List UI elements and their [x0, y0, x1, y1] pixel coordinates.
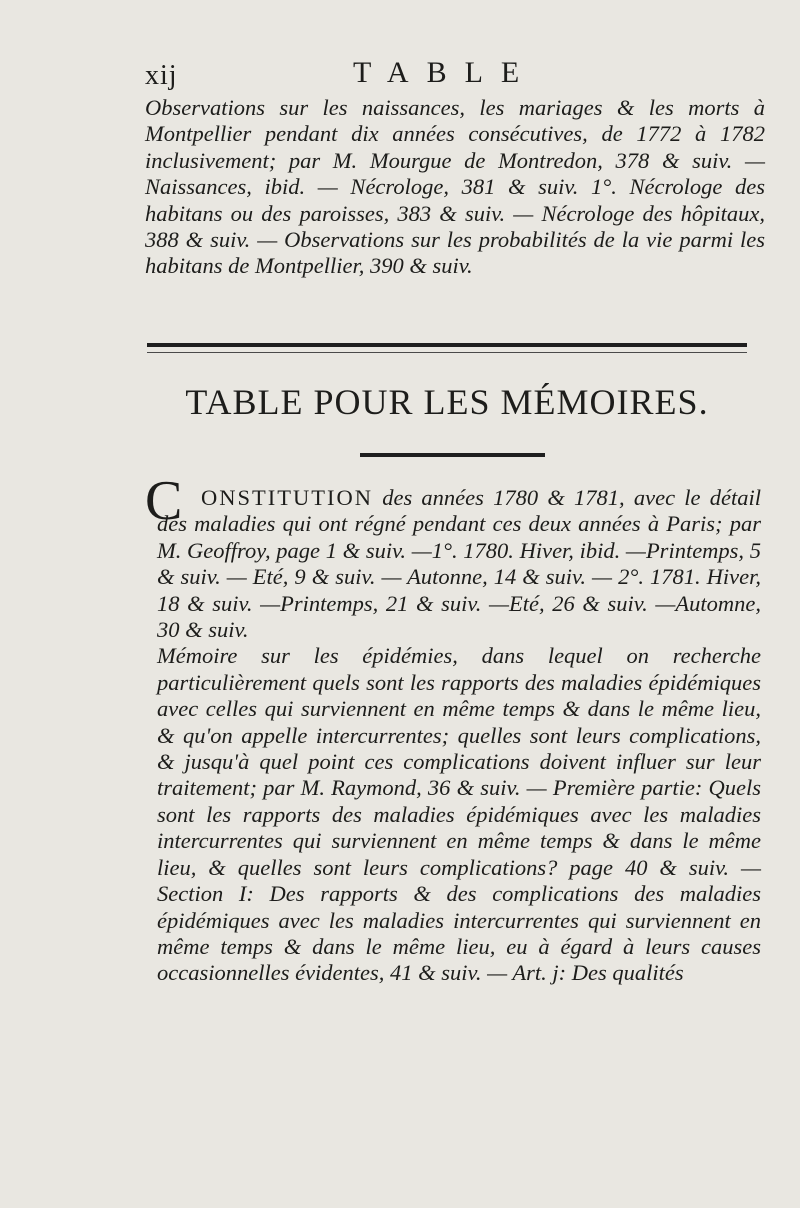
page-number: xij: [145, 60, 178, 91]
drop-cap: C: [145, 470, 183, 532]
entry-lead-word: ONSTITUTION: [201, 485, 373, 510]
page-header: [145, 56, 765, 94]
memoir-entries: [145, 470, 761, 987]
short-rule-divider: [360, 453, 545, 457]
entry-constitution-body: des années 1780 & 1781, avec le détail des maladies qui ont régné pendant ces deux années à Paris; par M. Geoffroy, page 1 & suiv. —1°. 1780. Hiver, ibid. —Printemps, 5 & suiv. — Eté, 9 & suiv. — Autonne, 14 & suiv. — 2°. 1781. Hiver, 18 & suiv. —Printemps, 21 & suiv. —Eté, 26 & suiv. —Automne, 30 & suiv.: [157, 485, 761, 643]
top-entry: [145, 95, 765, 280]
section-title: TABLE POUR LES MÉMOIRES.: [185, 382, 709, 422]
running-title: TABLE: [353, 56, 538, 89]
entry-epidemies-text: Mémoire sur les épidémies, dans lequel on recherche particulièrement quels sont les rapports des maladies épidémiques avec celles qui surviennent en même temps & dans le même lieu, & qu'on appelle intercurrentes; quelles sont leurs complications, & jusqu'à quel point ces complications doivent influer sur leur traitement; par M. Raymond, 36 & suiv. — Première partie: Quels sont les rapports des maladies épidémiques avec les maladies intercurrentes qui surviennent en même temps & dans le même lieu, & quelles sont leurs complications? page 40 & suiv. — Section I: Des rapports & des complications des maladies épidémiques avec les maladies intercurrentes qui surviennent en même temps & dans le même lieu, eu à égard à leurs causes occasionnelles évidentes, 41 & suiv. — Art. j: Des qualités: [157, 643, 761, 986]
entry-constitution-text: [157, 485, 761, 643]
entry-epidemies: [157, 643, 761, 986]
double-rule-divider: [147, 343, 747, 353]
top-entry-text: Observations sur les naissances, les mariages & les morts à Montpellier pendant dix années consécutives, de 1772 à 1782 inclusivement; par M. Mourgue de Montredon, 378 & suiv. — Naissances, ibid. — Nécrologe, 381 & suiv. 1°. Nécrologe des habitans ou des paroisses, 383 & suiv. — Nécrologe des hôpitaux, 388 & suiv. — Observations sur les probabilités de la vie parmi les habitans de Montpellier, 390 & suiv.: [145, 95, 765, 279]
entry-constitution: [145, 470, 761, 643]
